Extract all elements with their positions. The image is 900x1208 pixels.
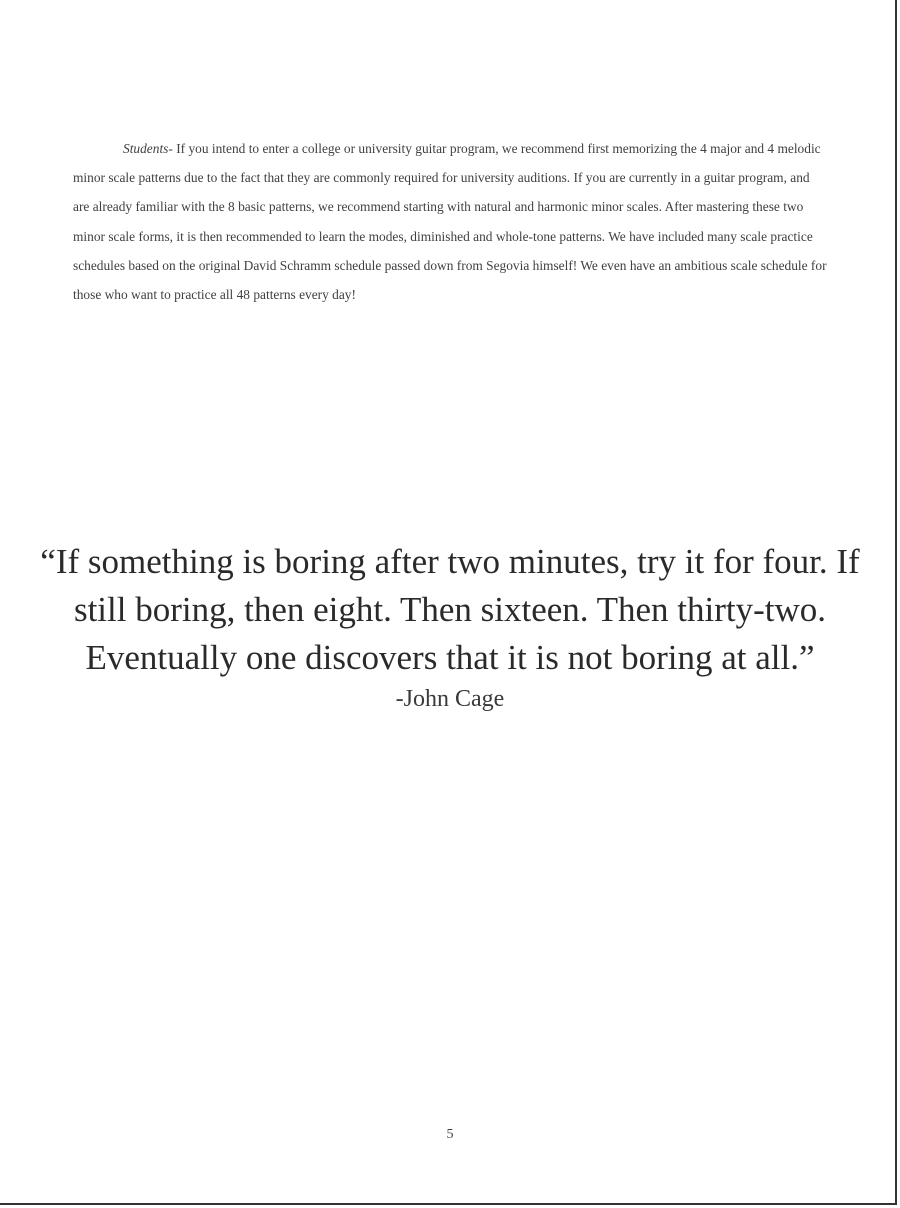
page-number: 5 — [446, 1127, 454, 1142]
intro-lead: Students- — [123, 141, 173, 156]
intro-text: If you intend to enter a college or university guitar program, we recommend first memorizing the 4 major and 4 melodic minor scale patterns due to the fact that they are commonly required for university auditions. If you are currently in a guitar program, and are already familiar with the 8 basic patterns, we recommend starting with natural and harmonic minor scales. After mastering these two minor scale forms, it is then recommended to learn the modes, diminished and whole-tone patterns. We have included many scale practice schedules based on the original David Schramm schedule passed down from Segovia himself! We even have an ambitious scale schedule for those who want to practice all 48 patterns every day! — [73, 141, 827, 303]
quote-text: “If something is boring after two minutes, try it for four. If still boring, then eight. Then sixteen. Then thirty-two. Eventually one discovers that it is not boring at all.” — [40, 542, 860, 677]
intro-paragraph — [73, 134, 829, 309]
quote-block — [40, 538, 860, 716]
quote-author: -John Cage — [395, 686, 505, 712]
